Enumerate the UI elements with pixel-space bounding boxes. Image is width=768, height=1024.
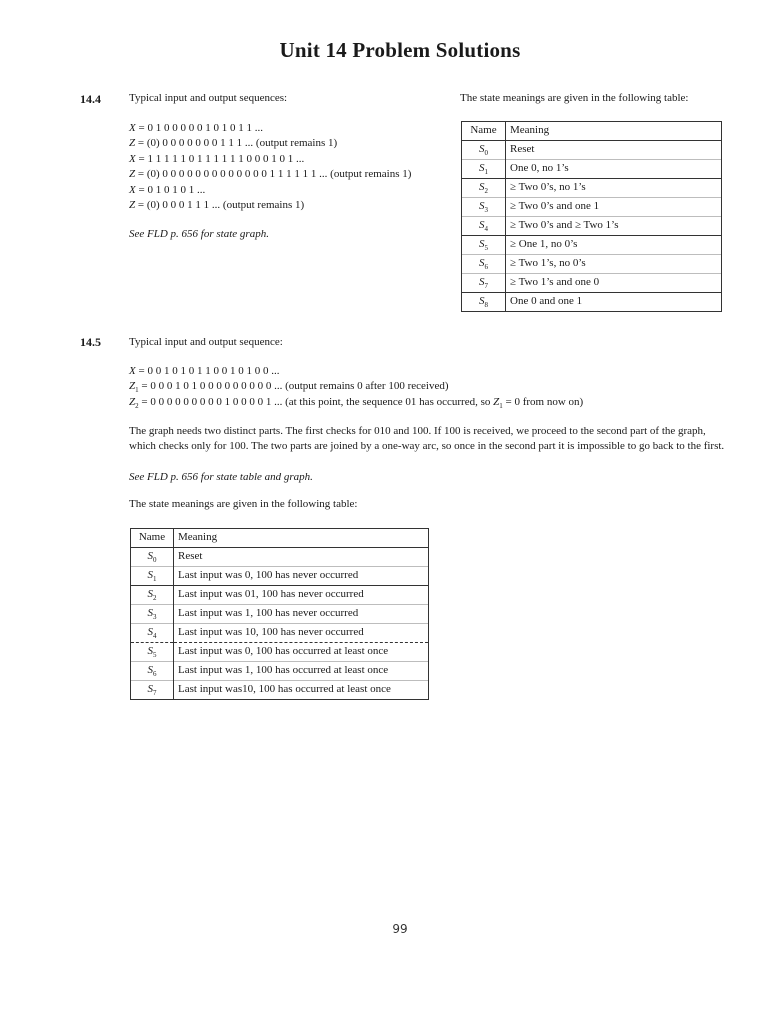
state-name: $S_0$ [462, 140, 506, 159]
state-meaning: ≥ Two 0’s, no 1’s [506, 178, 722, 197]
sequence-line [129, 152, 411, 167]
state-meaning: Last input was 01, 100 has never occurred [174, 585, 429, 604]
table-row [462, 235, 722, 254]
explanation-paragraph: The graph needs two distinct parts. The first checks for 010 and 100. If 100 is received, we proceed to the second part of the graph, which checks only for 100. The two parts are joined by a one-way arc, so once in the second part it is impossible to go back to the first. [129, 425, 725, 453]
table-row [462, 254, 722, 273]
sequence-line [129, 167, 411, 182]
sequence-block-14-4 [129, 121, 411, 213]
seq-text: = 1 1 1 1 1 0 1 1 1 1 1 1 0 0 0 1 0 1 ... [135, 152, 305, 165]
sequence-line [129, 198, 411, 213]
see-reference-14-5: See FLD p. 656 for state table and graph. [129, 471, 313, 483]
table-header-row [462, 122, 722, 141]
table-row [462, 178, 722, 197]
table-intro-14-5: The state meanings are given in the following table: [129, 498, 358, 510]
sequence-line [129, 364, 583, 379]
state-meaning: ≥ Two 1’s and one 0 [506, 273, 722, 292]
seq-var: Z [129, 198, 136, 211]
state-name: $S_4$ [462, 216, 506, 235]
table-row [462, 159, 722, 178]
state-name: $S_4$ [131, 623, 174, 642]
seq-text: = 0 0 1 0 1 0 1 1 0 0 1 0 1 0 0 ... [135, 365, 280, 377]
header-name: Name [462, 122, 506, 141]
seq-var: X [129, 183, 136, 196]
problem-14-5-intro: Typical input and output sequence: [129, 336, 283, 348]
state-meaning: Reset [174, 547, 429, 566]
seq-var: Z [129, 380, 136, 393]
state-name: $S_1$ [131, 566, 174, 585]
seq-var: Z [129, 137, 136, 150]
problem-number-14-4: 14.4 [80, 92, 101, 106]
page-title: Unit 14 Problem Solutions [279, 38, 521, 62]
seq-text: = 0 1 0 0 0 0 0 1 0 1 0 1 1 ... [135, 122, 263, 134]
table-row [131, 661, 429, 680]
table-row [462, 216, 722, 235]
state-name: $S_5$ [462, 235, 506, 254]
header-meaning: Meaning [506, 122, 722, 141]
sequence-block-14-5 [129, 364, 583, 410]
sequence-line [129, 121, 411, 136]
problem-number-14-5: 14.5 [80, 335, 101, 349]
state-name: $S_0$ [131, 547, 174, 566]
state-meaning: ≥ One 1, no 0’s [506, 235, 722, 254]
state-meaning: Last input was 1, 100 has never occurred [174, 604, 429, 623]
state-name: $S_3$ [131, 604, 174, 623]
table-intro-14-4: The state meanings are given in the following table: [460, 92, 689, 104]
state-name: $S_1$ [462, 159, 506, 178]
seq-text: = (0) 0 0 0 0 0 0 0 1 1 1 ... (output remains 1) [135, 137, 338, 150]
state-meaning: ≥ Two 0’s and ≥ Two 1’s [506, 216, 722, 235]
problem-14-4-intro: Typical input and output sequences: [129, 92, 288, 104]
state-name: $S_2$ [131, 585, 174, 604]
seq-var: X [129, 365, 136, 377]
seq-var: X [129, 122, 136, 134]
state-table-14-5 [130, 528, 429, 700]
state-name: $S_3$ [462, 197, 506, 216]
table-row [131, 604, 429, 623]
table-row [131, 585, 429, 604]
state-table-14-4 [461, 121, 722, 312]
see-reference-14-4: See FLD p. 656 for state graph. [129, 228, 269, 240]
seq-text: = (0) 0 0 0 1 1 1 ... (output remains 1) [135, 198, 305, 211]
sequence-line [129, 183, 411, 198]
table-row [462, 197, 722, 216]
state-meaning: Last input was 0, 100 has occurred at least once [174, 642, 429, 661]
state-meaning: Last input was 1, 100 has occurred at least once [174, 661, 429, 680]
sequence-line: $Z_2 = 0$ 0 0 0 0 0 0 0 0 1 0 0 0 0 1 ... (at this point, the sequence 01 has occurred, so $Z_1 = 0$ from now on) [129, 395, 584, 410]
state-meaning: Last input was10, 100 has occurred at least once [174, 680, 429, 699]
page-number: 99 [392, 922, 408, 936]
table-row [462, 140, 722, 159]
table-row [131, 680, 429, 699]
seq-text: = 0 1 0 1 0 1 ... [135, 183, 206, 196]
state-meaning: One 0, no 1’s [506, 159, 722, 178]
table-header-row [131, 529, 429, 548]
state-name: $S_8$ [462, 292, 506, 311]
state-meaning: ≥ Two 1’s, no 0’s [506, 254, 722, 273]
state-name: $S_6$ [462, 254, 506, 273]
state-name: $S_5$ [131, 642, 174, 661]
table-row [131, 547, 429, 566]
header-name: Name [131, 529, 174, 548]
seq-text: = 0 0 0 1 0 1 0 0 0 0 0 0 0 0 0 ... (output remains 0 after 100 received) [138, 380, 449, 393]
state-name: $S_6$ [131, 661, 174, 680]
seq-var: Z [129, 395, 136, 408]
state-meaning: Last input was 10, 100 has never occurred [174, 623, 429, 642]
state-meaning: Last input was 0, 100 has never occurred [174, 566, 429, 585]
state-meaning: One 0 and one 1 [506, 292, 722, 311]
sequence-line [129, 136, 411, 151]
state-meaning: ≥ Two 0’s and one 1 [506, 197, 722, 216]
sequence-line: $Z_1 = 0$ 0 0 1 0 1 0 0 0 0 0 0 0 0 0 ... (output remains 0 after 100 received) [129, 380, 449, 395]
table-row [131, 642, 429, 661]
table-row [462, 273, 722, 292]
state-name: $S_7$ [131, 680, 174, 699]
table-row [131, 623, 429, 642]
state-meaning: Reset [506, 140, 722, 159]
table-row [131, 566, 429, 585]
state-name: $S_2$ [462, 178, 506, 197]
header-meaning: Meaning [174, 529, 429, 548]
seq-var: X [129, 152, 136, 165]
state-name: $S_7$ [462, 273, 506, 292]
seq-text: = (0) 0 0 0 0 0 0 0 0 0 0 0 0 0 1 1 1 1 1 1 ... (output remains 1) [135, 168, 412, 181]
table-row [462, 292, 722, 311]
seq-var: Z [129, 168, 136, 181]
seq-text: = 0 0 0 0 0 0 0 0 0 1 0 0 0 0 1 ... (at this point, the sequence 01 has occurred, so [138, 395, 494, 408]
